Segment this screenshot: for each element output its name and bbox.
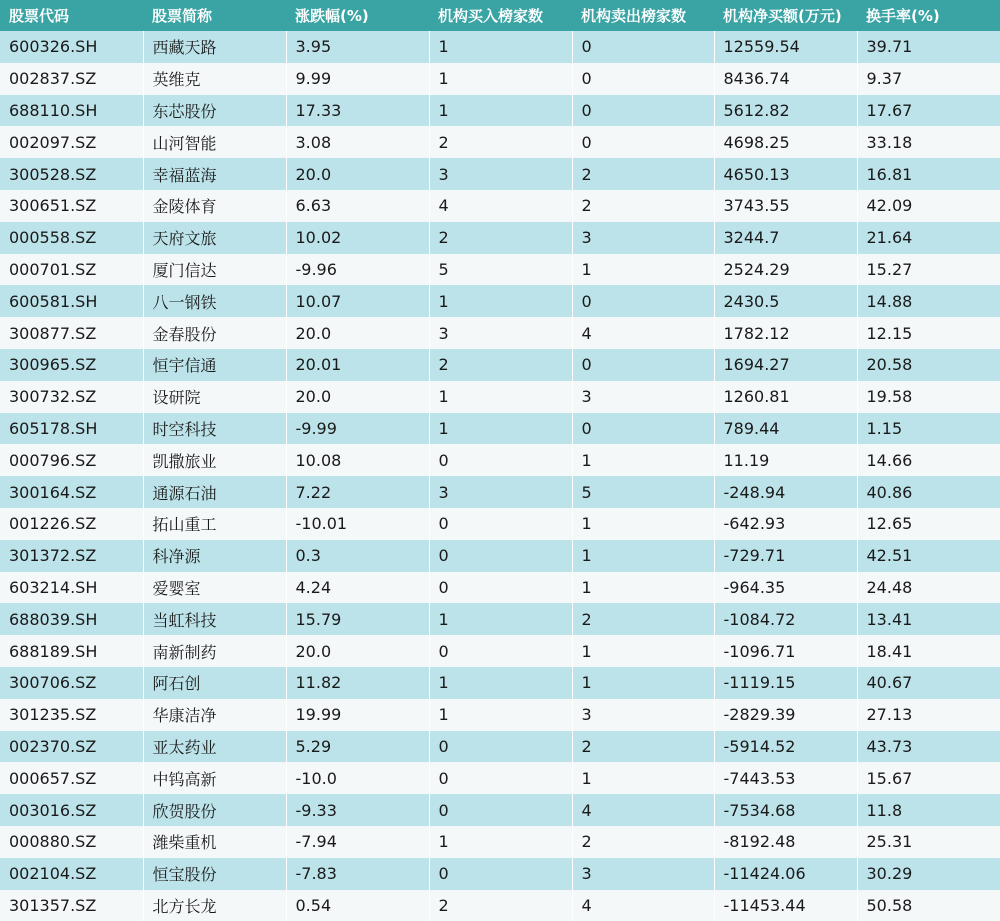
turnover-rate-cell: 16.81 [857,158,1000,190]
inst-net-buy-cell: -1084.72 [714,603,857,635]
inst-net-buy-cell: -5914.52 [714,731,857,763]
table-row[interactable] [0,349,1000,381]
stock-code-cell: 300706.SZ [0,667,143,699]
turnover-rate-cell: 18.41 [857,635,1000,667]
table-row[interactable] [0,254,1000,286]
table-row[interactable] [0,444,1000,476]
table-row[interactable] [0,826,1000,858]
inst-buy-count-cell: 1 [429,63,572,95]
turnover-rate-cell: 40.86 [857,476,1000,508]
header-change-pct[interactable]: 涨跌幅(%) [286,0,429,31]
inst-sell-count-cell: 2 [572,731,714,763]
table-row[interactable] [0,699,1000,731]
inst-sell-count-cell: 3 [572,699,714,731]
stock-name-cell: 阿石创 [143,667,286,699]
stock-code-cell: 301235.SZ [0,699,143,731]
table-row[interactable] [0,794,1000,826]
stock-name-cell: 天府文旅 [143,222,286,254]
inst-sell-count-cell: 3 [572,381,714,413]
table-body [0,31,1000,921]
stock-name-cell: 恒宝股份 [143,858,286,890]
inst-net-buy-cell: -1096.71 [714,635,857,667]
table-row[interactable] [0,540,1000,572]
inst-sell-count-cell: 0 [572,349,714,381]
stock-name-cell: 幸福蓝海 [143,158,286,190]
change-pct-cell: 20.0 [286,635,429,667]
table-row[interactable] [0,890,1000,921]
stock-code-cell: 300164.SZ [0,476,143,508]
stock-code-cell: 300965.SZ [0,349,143,381]
header-turnover-rate[interactable]: 换手率(%) [857,0,1000,31]
turnover-rate-cell: 14.66 [857,444,1000,476]
inst-sell-count-cell: 2 [572,158,714,190]
stock-code-cell: 688110.SH [0,95,143,127]
stock-code-cell: 000880.SZ [0,826,143,858]
inst-buy-count-cell: 1 [429,31,572,63]
inst-sell-count-cell: 1 [572,572,714,604]
turnover-rate-cell: 33.18 [857,126,1000,158]
change-pct-cell: 0.3 [286,540,429,572]
stock-name-cell: 英维克 [143,63,286,95]
inst-net-buy-cell: -7443.53 [714,762,857,794]
inst-buy-count-cell: 3 [429,476,572,508]
turnover-rate-cell: 14.88 [857,285,1000,317]
turnover-rate-cell: 12.15 [857,317,1000,349]
turnover-rate-cell: 20.58 [857,349,1000,381]
turnover-rate-cell: 40.67 [857,667,1000,699]
table-row[interactable] [0,285,1000,317]
table-row[interactable] [0,126,1000,158]
table-row[interactable] [0,635,1000,667]
turnover-rate-cell: 24.48 [857,572,1000,604]
change-pct-cell: 0.54 [286,890,429,921]
inst-buy-count-cell: 1 [429,699,572,731]
inst-buy-count-cell: 1 [429,381,572,413]
inst-sell-count-cell: 0 [572,413,714,445]
change-pct-cell: -7.94 [286,826,429,858]
table-row[interactable] [0,572,1000,604]
inst-sell-count-cell: 0 [572,31,714,63]
turnover-rate-cell: 42.51 [857,540,1000,572]
stock-name-cell: 设研院 [143,381,286,413]
header-inst-buy-count[interactable]: 机构买入榜家数 [429,0,572,31]
stock-code-cell: 301372.SZ [0,540,143,572]
inst-net-buy-cell: 4650.13 [714,158,857,190]
stock-code-cell: 688039.SH [0,603,143,635]
inst-sell-count-cell: 1 [572,667,714,699]
table-row[interactable] [0,858,1000,890]
inst-net-buy-cell: -248.94 [714,476,857,508]
turnover-rate-cell: 19.58 [857,381,1000,413]
inst-net-buy-cell: 1260.81 [714,381,857,413]
change-pct-cell: 6.63 [286,190,429,222]
inst-buy-count-cell: 1 [429,413,572,445]
change-pct-cell: 7.22 [286,476,429,508]
stock-name-cell: 时空科技 [143,413,286,445]
change-pct-cell: 10.08 [286,444,429,476]
inst-buy-count-cell: 0 [429,508,572,540]
header-stock-code[interactable]: 股票代码 [0,0,143,31]
turnover-rate-cell: 9.37 [857,63,1000,95]
inst-sell-count-cell: 1 [572,762,714,794]
inst-sell-count-cell: 3 [572,222,714,254]
inst-buy-count-cell: 1 [429,667,572,699]
inst-buy-count-cell: 2 [429,222,572,254]
stock-name-cell: 山河智能 [143,126,286,158]
inst-sell-count-cell: 4 [572,317,714,349]
stock-code-cell: 300528.SZ [0,158,143,190]
stock-name-cell: 恒宇信通 [143,349,286,381]
inst-buy-count-cell: 1 [429,95,572,127]
inst-net-buy-cell: 8436.74 [714,63,857,95]
turnover-rate-cell: 30.29 [857,858,1000,890]
turnover-rate-cell: 27.13 [857,699,1000,731]
stock-code-cell: 688189.SH [0,635,143,667]
stock-name-cell: 中钨高新 [143,762,286,794]
stock-code-cell: 600581.SH [0,285,143,317]
inst-buy-count-cell: 0 [429,540,572,572]
inst-sell-count-cell: 1 [572,444,714,476]
change-pct-cell: -10.0 [286,762,429,794]
inst-net-buy-cell: -964.35 [714,572,857,604]
table-row[interactable] [0,762,1000,794]
turnover-rate-cell: 42.09 [857,190,1000,222]
stock-code-cell: 002104.SZ [0,858,143,890]
change-pct-cell: 5.29 [286,731,429,763]
stock-code-cell: 000796.SZ [0,444,143,476]
header-inst-net-buy[interactable]: 机构净买额(万元) [714,0,857,31]
stock-name-cell: 通源石油 [143,476,286,508]
stock-code-cell: 301357.SZ [0,890,143,921]
turnover-rate-cell: 25.31 [857,826,1000,858]
stock-name-cell: 东芯股份 [143,95,286,127]
stock-name-cell: 华康洁净 [143,699,286,731]
inst-net-buy-cell: 1694.27 [714,349,857,381]
inst-net-buy-cell: -11424.06 [714,858,857,890]
stock-code-cell: 000558.SZ [0,222,143,254]
inst-sell-count-cell: 4 [572,890,714,921]
change-pct-cell: -9.33 [286,794,429,826]
table-row[interactable] [0,317,1000,349]
inst-buy-count-cell: 0 [429,858,572,890]
stock-code-cell: 605178.SH [0,413,143,445]
inst-net-buy-cell: -729.71 [714,540,857,572]
stock-code-cell: 000657.SZ [0,762,143,794]
stock-code-cell: 300877.SZ [0,317,143,349]
turnover-rate-cell: 15.27 [857,254,1000,286]
table-row[interactable] [0,508,1000,540]
stock-name-cell: 爱婴室 [143,572,286,604]
inst-buy-count-cell: 1 [429,603,572,635]
table-row[interactable] [0,190,1000,222]
stock-name-cell: 凯撒旅业 [143,444,286,476]
stock-name-cell: 拓山重工 [143,508,286,540]
header-inst-sell-count[interactable]: 机构卖出榜家数 [572,0,714,31]
stock-code-cell: 000701.SZ [0,254,143,286]
turnover-rate-cell: 39.71 [857,31,1000,63]
inst-buy-count-cell: 5 [429,254,572,286]
stock-code-cell: 003016.SZ [0,794,143,826]
stock-name-cell: 南新制药 [143,635,286,667]
stock-name-cell: 潍柴重机 [143,826,286,858]
turnover-rate-cell: 43.73 [857,731,1000,763]
change-pct-cell: 19.99 [286,699,429,731]
change-pct-cell: 10.07 [286,285,429,317]
inst-buy-count-cell: 0 [429,794,572,826]
stock-name-cell: 欣贺股份 [143,794,286,826]
change-pct-cell: 20.01 [286,349,429,381]
stock-name-cell: 北方长龙 [143,890,286,921]
inst-net-buy-cell: 3244.7 [714,222,857,254]
turnover-rate-cell: 15.67 [857,762,1000,794]
inst-net-buy-cell: -7534.68 [714,794,857,826]
change-pct-cell: 15.79 [286,603,429,635]
inst-sell-count-cell: 0 [572,63,714,95]
inst-net-buy-cell: 11.19 [714,444,857,476]
inst-net-buy-cell: 12559.54 [714,31,857,63]
table-row[interactable] [0,413,1000,445]
inst-buy-count-cell: 1 [429,826,572,858]
stock-name-cell: 厦门信达 [143,254,286,286]
stock-code-cell: 603214.SH [0,572,143,604]
stock-name-cell: 金陵体育 [143,190,286,222]
stock-name-cell: 金春股份 [143,317,286,349]
inst-buy-count-cell: 3 [429,317,572,349]
table-row[interactable] [0,381,1000,413]
stock-code-cell: 300651.SZ [0,190,143,222]
table-row[interactable] [0,222,1000,254]
turnover-rate-cell: 12.65 [857,508,1000,540]
inst-buy-count-cell: 0 [429,572,572,604]
inst-net-buy-cell: 4698.25 [714,126,857,158]
turnover-rate-cell: 11.8 [857,794,1000,826]
inst-buy-count-cell: 4 [429,190,572,222]
inst-sell-count-cell: 1 [572,540,714,572]
table-row[interactable] [0,158,1000,190]
turnover-rate-cell: 13.41 [857,603,1000,635]
table-row[interactable] [0,31,1000,63]
change-pct-cell: -10.01 [286,508,429,540]
inst-buy-count-cell: 1 [429,285,572,317]
stock-name-cell: 八一钢铁 [143,285,286,317]
inst-sell-count-cell: 1 [572,635,714,667]
inst-net-buy-cell: 1782.12 [714,317,857,349]
stock-code-cell: 600326.SH [0,31,143,63]
table-row[interactable] [0,603,1000,635]
stock-name-cell: 西藏天路 [143,31,286,63]
table-row[interactable] [0,667,1000,699]
inst-sell-count-cell: 2 [572,826,714,858]
change-pct-cell: 17.33 [286,95,429,127]
inst-net-buy-cell: -1119.15 [714,667,857,699]
inst-net-buy-cell: -11453.44 [714,890,857,921]
table-header [0,0,1000,31]
inst-net-buy-cell: -642.93 [714,508,857,540]
inst-buy-count-cell: 0 [429,635,572,667]
inst-buy-count-cell: 0 [429,731,572,763]
inst-sell-count-cell: 0 [572,285,714,317]
turnover-rate-cell: 1.15 [857,413,1000,445]
inst-sell-count-cell: 2 [572,603,714,635]
change-pct-cell: -9.99 [286,413,429,445]
turnover-rate-cell: 21.64 [857,222,1000,254]
inst-net-buy-cell: 5612.82 [714,95,857,127]
change-pct-cell: 20.0 [286,317,429,349]
inst-buy-count-cell: 0 [429,762,572,794]
stock-code-cell: 001226.SZ [0,508,143,540]
stock-code-cell: 002370.SZ [0,731,143,763]
inst-buy-count-cell: 2 [429,349,572,381]
change-pct-cell: 4.24 [286,572,429,604]
header-row [0,0,1000,31]
inst-net-buy-cell: -2829.39 [714,699,857,731]
inst-net-buy-cell: 2430.5 [714,285,857,317]
inst-sell-count-cell: 3 [572,858,714,890]
stock-name-cell: 科净源 [143,540,286,572]
stock-code-cell: 300732.SZ [0,381,143,413]
inst-net-buy-cell: 789.44 [714,413,857,445]
inst-net-buy-cell: -8192.48 [714,826,857,858]
change-pct-cell: -7.83 [286,858,429,890]
inst-buy-count-cell: 3 [429,158,572,190]
change-pct-cell: 20.0 [286,158,429,190]
table-row[interactable] [0,476,1000,508]
inst-sell-count-cell: 0 [572,126,714,158]
table-row[interactable] [0,731,1000,763]
inst-net-buy-cell: 2524.29 [714,254,857,286]
change-pct-cell: 10.02 [286,222,429,254]
stock-code-cell: 002837.SZ [0,63,143,95]
inst-sell-count-cell: 2 [572,190,714,222]
change-pct-cell: 11.82 [286,667,429,699]
stock-name-cell: 当虹科技 [143,603,286,635]
table-row[interactable] [0,95,1000,127]
stock-name-cell: 亚太药业 [143,731,286,763]
inst-buy-count-cell: 2 [429,126,572,158]
change-pct-cell: 3.08 [286,126,429,158]
inst-net-buy-cell: 3743.55 [714,190,857,222]
inst-sell-count-cell: 1 [572,254,714,286]
table-row[interactable] [0,63,1000,95]
inst-buy-count-cell: 2 [429,890,572,921]
change-pct-cell: 20.0 [286,381,429,413]
turnover-rate-cell: 17.67 [857,95,1000,127]
inst-sell-count-cell: 1 [572,508,714,540]
turnover-rate-cell: 50.58 [857,890,1000,921]
change-pct-cell: 3.95 [286,31,429,63]
inst-sell-count-cell: 5 [572,476,714,508]
inst-sell-count-cell: 0 [572,95,714,127]
stock-code-cell: 002097.SZ [0,126,143,158]
change-pct-cell: 9.99 [286,63,429,95]
header-stock-name[interactable]: 股票简称 [143,0,286,31]
inst-buy-count-cell: 0 [429,444,572,476]
change-pct-cell: -9.96 [286,254,429,286]
inst-sell-count-cell: 4 [572,794,714,826]
